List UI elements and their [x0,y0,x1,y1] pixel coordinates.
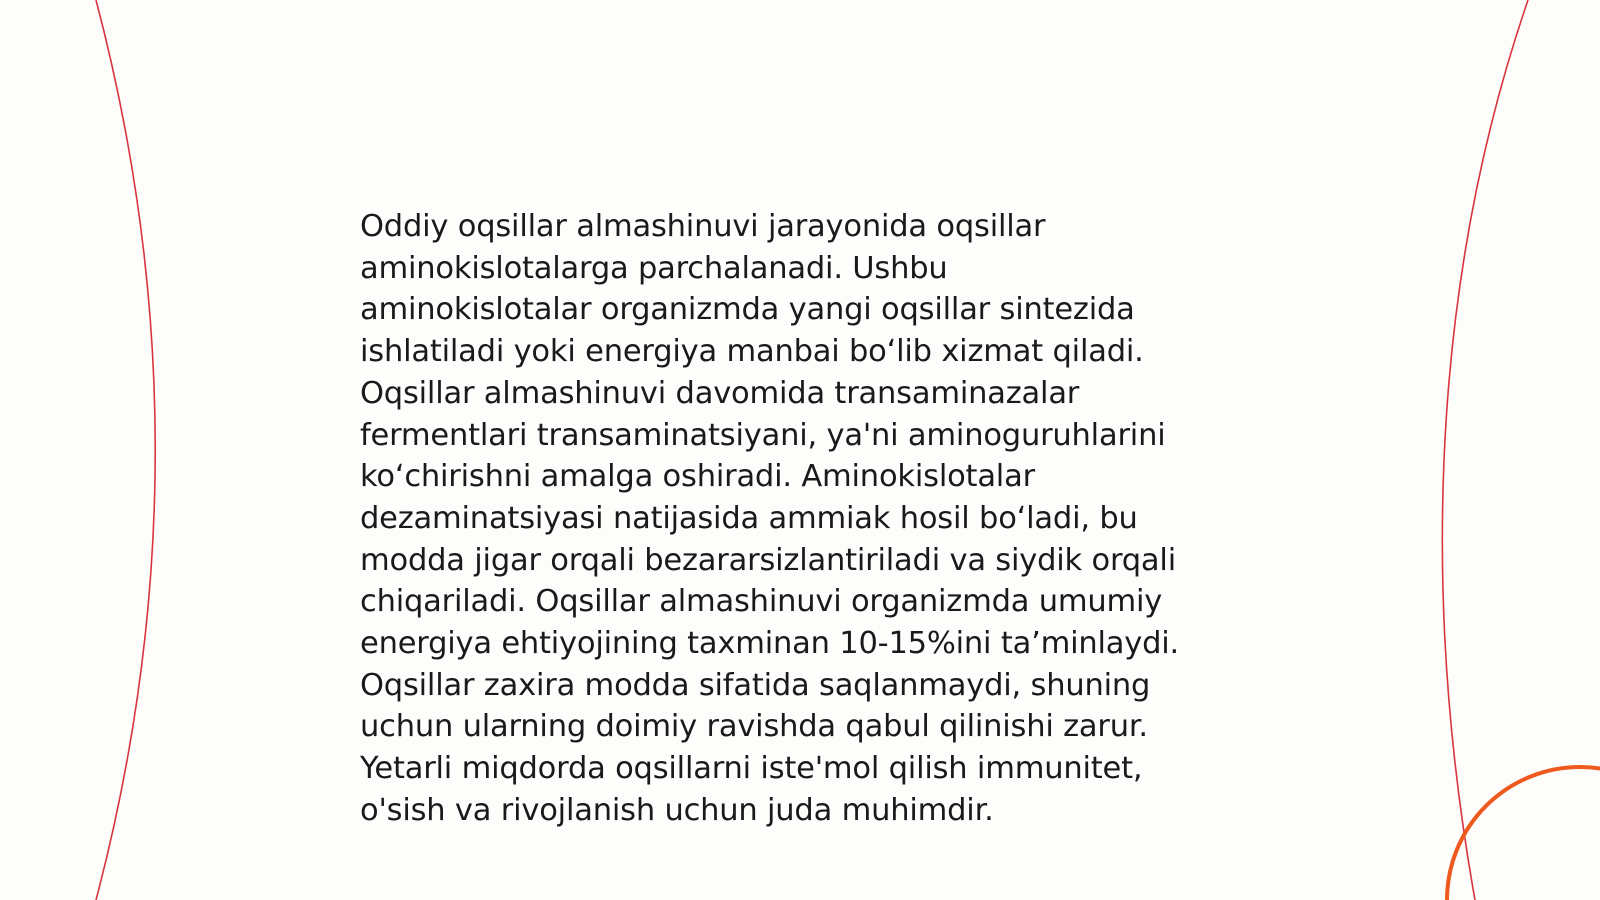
text-line: dezaminatsiyasi natijasida ammiak hosil boʻladi, bu [360,500,1138,536]
text-line: Yetarli miqdorda oqsillarni iste'mol qilish immunitet, [360,751,1143,787]
left-curve-line [96,0,155,900]
text-line: Oddiy oqsillar almashinuvi jarayonida oqsillar [360,209,1046,244]
right-curve-line [1442,0,1528,900]
text-line: ishlatiladi yoki energiya manbai boʻlib xizmat qiladi. [360,334,1144,370]
text-line: chiqariladi. Oqsillar almashinuvi organizmda umumiy [360,584,1163,620]
text-line: energiya ehtiyojining taxminan 10-15%ini taʼminlaydi. [360,626,1180,662]
text-line: fermentlari transaminatsiyani, ya'ni aminoguruhlarini [360,417,1166,453]
slide-body-text [360,206,1260,832]
text-line: koʻchirishni amalga oshiradi. Aminokislotalar [360,459,1035,495]
text-line: o'sish va rivojlanish uchun juda muhimdir. [360,792,994,828]
text-line: uchun ularning doimiy ravishda qabul qilinishi zarur. [360,709,1148,745]
text-line: aminokislotalarga parchalanadi. Ushbu [360,250,948,286]
text-line: Oqsillar almashinuvi davomida transaminazalar [360,375,1080,411]
accent-ring [1447,767,1600,900]
text-line: aminokislotalar organizmda yangi oqsillar sintezida [360,292,1135,328]
text-line: Oqsillar zaxira modda sifatida saqlanmaydi, shuning [360,667,1151,703]
text-line: modda jigar orqali bezararsizlantiriladi va siydik orqali [360,542,1176,578]
